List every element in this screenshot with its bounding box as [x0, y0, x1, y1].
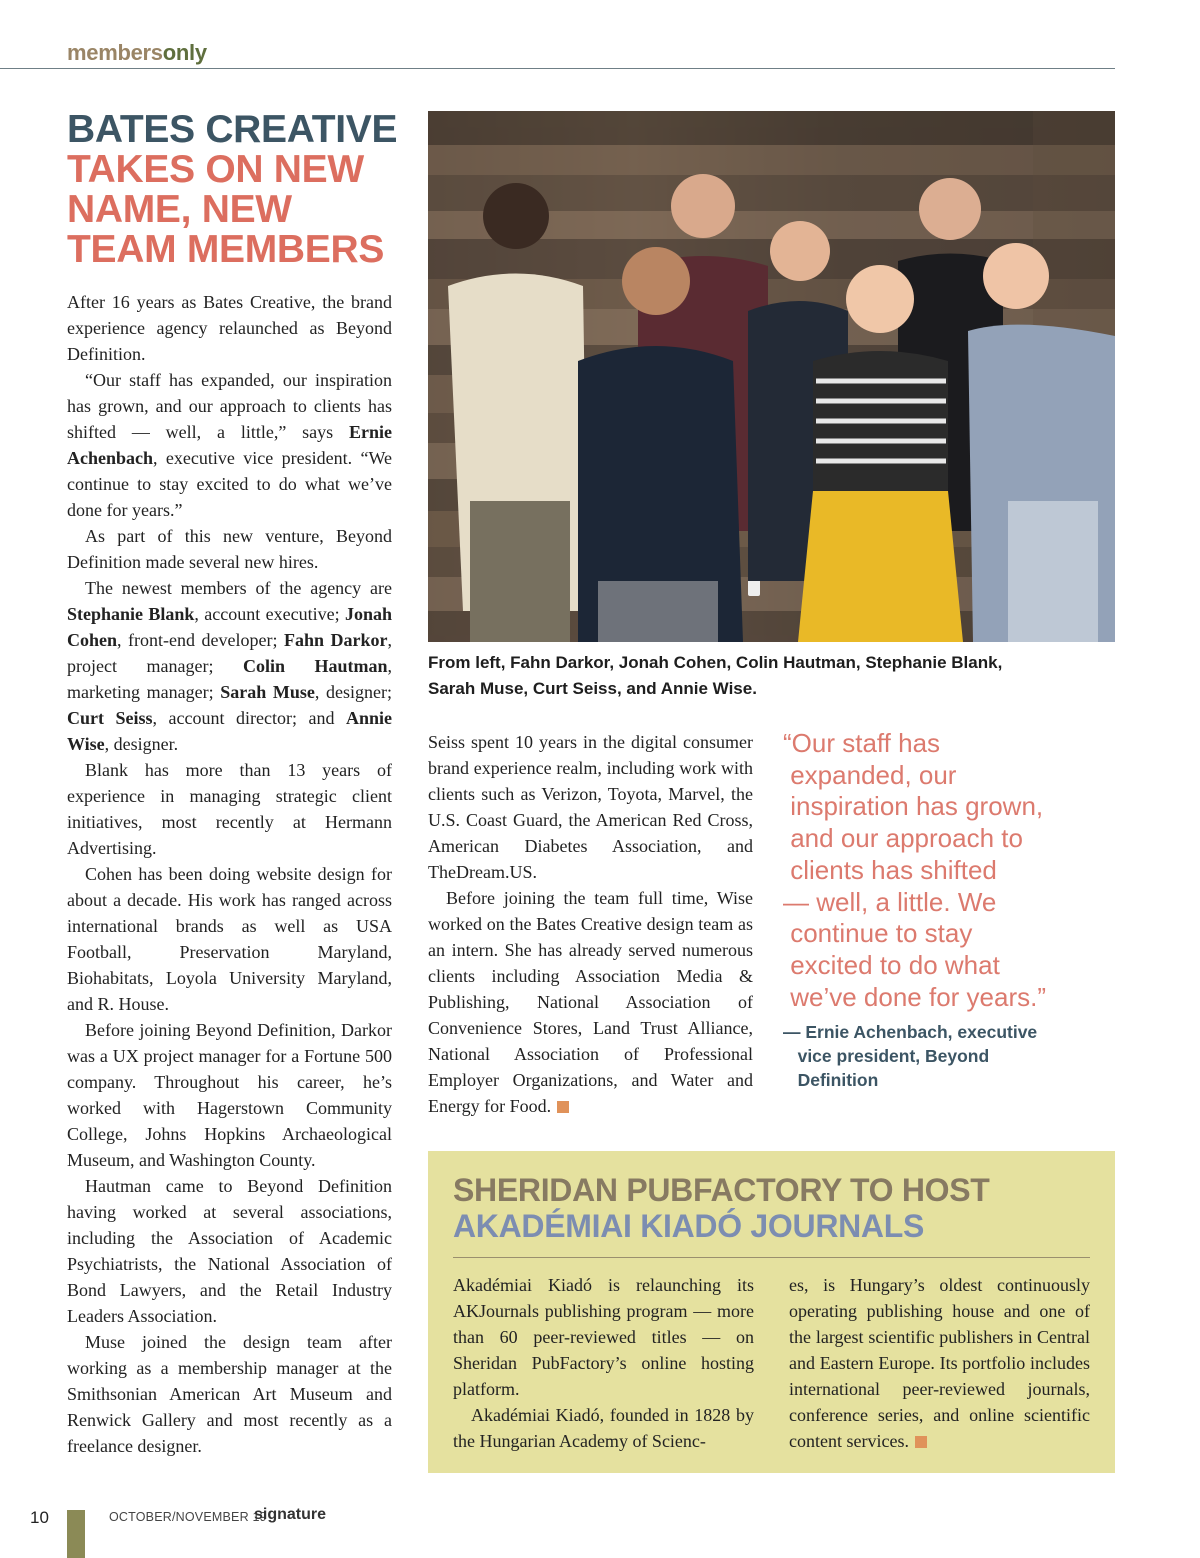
paragraph: Blank has more than 13 years of experience in managing strategic client initiatives, most recently at Hermann Advertising. [67, 760, 392, 858]
text-line: — Ernie Achenbach, executive [783, 1022, 1038, 1042]
name-highlight: Jonah Cohen [67, 604, 392, 650]
page-number: 10 [30, 1508, 49, 1527]
end-of-article-mark [915, 1436, 927, 1448]
footer-bar [67, 1510, 85, 1558]
team-photo [428, 111, 1115, 642]
text-line: continue to stay [783, 918, 973, 949]
article-column-2 [428, 729, 753, 1119]
paragraph: Hautman came to Beyond Definition having worked at several associations, including the Association of Academic Psychiatrists, the National Association of Bond Lawyers, and the Retail Industry Leaders Association. [67, 1176, 392, 1326]
paragraph: After 16 years as Bates Creative, the brand experience agency relaunched as Beyond Definition. [67, 292, 392, 364]
article-column-1 [67, 289, 392, 1459]
text-line: “Our staff has [783, 728, 941, 758]
issue-date: OCTOBER/NOVEMBER 19 [109, 1510, 267, 1524]
name-highlight: Fahn Darkor [283, 630, 388, 650]
paragraph: Before joining Beyond Definition, Darkor was a UX project manager for a Fortune 500 company. Throughout his career, he’s worked with Hagerstown Community College, Johns Hopkins Archaeological Museum, and Washington County. [67, 1020, 392, 1170]
sidebar-column-2 [789, 1272, 1090, 1454]
paragraph: Before joining the team full time, Wise worked on the Bates Creative design team as an intern. She has already served numerous clients including Association Media & Publishing, National Association of Convenience Stores, Land Trust Alliance, National Association of Professional Employer Organizations, and Water and Energy for Food. [428, 888, 753, 1116]
paragraph: The newest members of the agency are Stephanie Blank, account executive; Jonah Cohen, front-end developer; Fahn Darkor, project manager; Colin Hautman, marketing manager; Sarah Muse, designer; Curt Seiss, account director; and Annie Wise, designer. [67, 578, 392, 754]
quote-attribution [783, 1020, 1083, 1092]
name-highlight: Annie Wise [67, 708, 392, 754]
article-title [67, 110, 407, 270]
name-highlight: Curt Seiss [67, 708, 153, 728]
paragraph: “Our staff has expanded, our inspiration has grown, and our approach to clients has shifted — well, a little,” says Ernie Achenbach, executive vice president. “We continue to stay excited to do what we’ve done for years.” [67, 370, 392, 520]
section-label [67, 40, 207, 66]
paragraph: As part of this new venture, Beyond Definition made several new hires. [67, 526, 392, 572]
sidebar-title-line2: AKADÉMIAI KIADÓ JOURNALS [453, 1208, 925, 1244]
name-highlight: Ernie Achenbach [67, 422, 392, 468]
sidebar-column-1 [453, 1272, 754, 1454]
paragraph: Muse joined the design team after working as a membership manager at the Smithsonian American Art Museum and Renwick Gallery and most recently as a freelance designer. [67, 1332, 392, 1456]
name-highlight: Colin Hautman [242, 656, 388, 676]
paragraph: es, is Hungary’s oldest continuously operating publishing house and one of the largest scientific publishers in Central and Eastern Europe. Its portfolio includes international peer-reviewed journals, conference series, and online scientific content services. [789, 1275, 1090, 1451]
text-line: vice president, Beyond [783, 1046, 990, 1066]
text-line: clients has shifted [783, 854, 997, 885]
header-rule [0, 68, 1115, 69]
text-line: Definition [783, 1070, 879, 1090]
text-line: expanded, our [783, 759, 957, 790]
section-label-part1: members [67, 40, 163, 65]
text-line: and our approach to [783, 823, 1023, 854]
section-label-part2: only [162, 40, 207, 65]
text-line: we’ve done for years.” [783, 981, 1047, 1012]
name-highlight: Sarah Muse [220, 682, 315, 702]
article-title-line2: TAKES ON NEW NAME, NEW TEAM MEMBERS [67, 148, 385, 271]
paragraph: Akadémiai Kiadó is relaunching its AKJournals publishing program — more than 60 peer-reviewed titles — on Sheridan PubFactory’s online hosting platform. [453, 1275, 754, 1399]
article-title-line1: BATES CREATIVE [67, 108, 398, 151]
end-of-article-mark [557, 1101, 569, 1113]
paragraph: Seiss spent 10 years in the digital consumer brand experience realm, including work with clients such as Verizon, Toyota, Marvel, the U.S. Coast Guard, the American Red Cross, American Diabetes Association, and TheDream.US. [428, 732, 753, 882]
paragraph: Akadémiai Kiadó, founded in 1828 by the Hungarian Academy of Scienc- [453, 1405, 754, 1451]
sidebar-title [453, 1172, 1093, 1244]
name-highlight: Stephanie Blank [67, 604, 195, 624]
sidebar-rule [453, 1257, 1090, 1258]
magazine-brand: signature [254, 1506, 327, 1523]
sidebar-title-line1: SHERIDAN PUBFACTORY TO HOST [453, 1172, 990, 1208]
text-line: excited to do what [783, 949, 1000, 980]
text-line: — well, a little. We [783, 886, 997, 917]
photo-caption: From left, Fahn Darkor, Jonah Cohen, Colin Hautman, Stephanie Blank, Sarah Muse, Curt Seiss, and Annie Wise. [428, 653, 1003, 698]
paragraph: Cohen has been doing website design for about a decade. His work has ranged across international brands as well as USA Football, Preservation Maryland, Biohabitats, Loyola University Maryland, and R. House. [67, 864, 392, 1014]
pull-quote [783, 728, 1083, 1013]
text-line: inspiration has grown, [783, 791, 1044, 822]
